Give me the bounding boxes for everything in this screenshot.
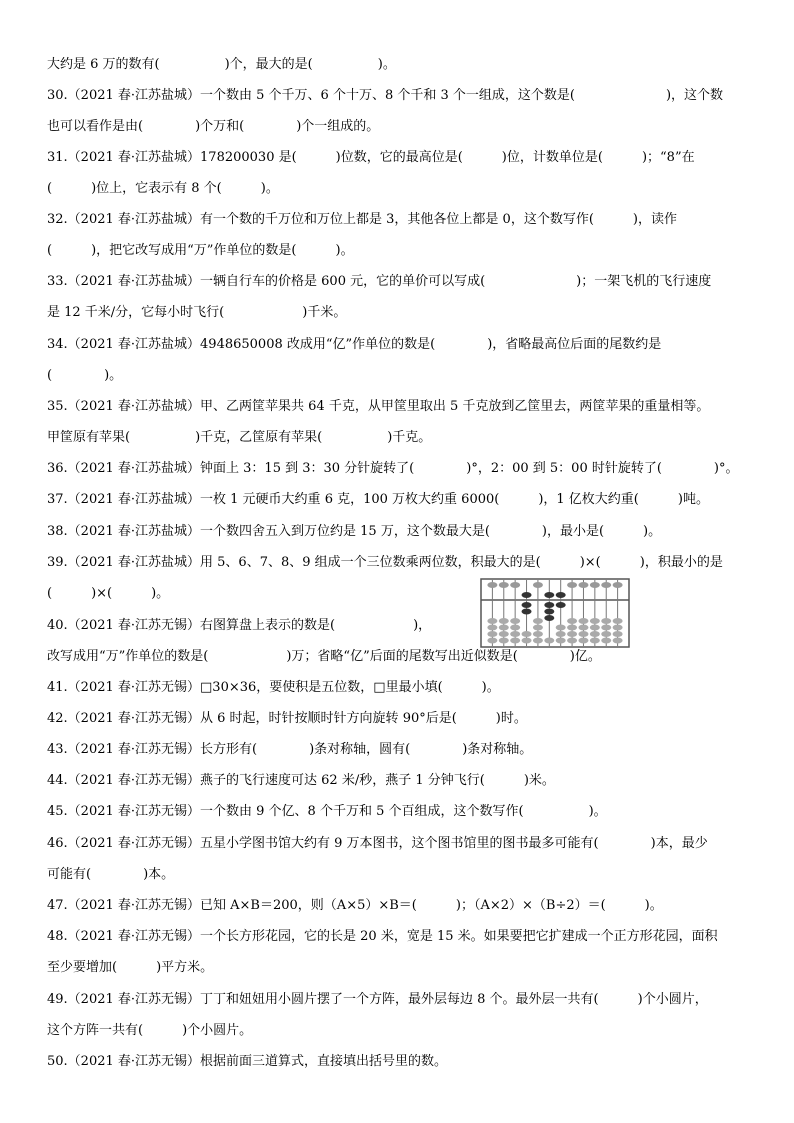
abacus-upper-bead [533,582,543,588]
abacus-upper-bead [590,582,600,588]
question-44: 44.（2021 春·江苏无锡）燕子的飞行速度可达 62 米/秒，燕子 1 分钟飞行( )米。 [47,773,555,788]
abacus-upper-bead [613,582,623,588]
question-45: 45.（2021 春·江苏无锡）一个数由 9 个亿、8 个千万和 5 个百组成，这个数写作( )。 [47,804,607,819]
abacus-lower-bead [487,618,497,624]
question-30-line-2: 也可以看作是由( )个万和( )个一组成的。 [47,119,380,134]
question-50: 50.（2021 春·江苏无锡）根据前面三道算式，直接填出括号里的数。 [47,1054,448,1069]
question-48-line-2: 至少要增加( )平方米。 [47,960,214,975]
abacus-upper-bead [578,582,588,588]
question-31-line-1: 31.（2021 春·江苏盐城）178200030 是( )位数，它的最高位是( )位，计数单位是( )；“8”在 [47,150,695,165]
question-33-line-2: 是 12 千米/分，它每小时飞行( )千米。 [47,305,347,320]
abacus-lower-bead [601,638,611,644]
question-40-line-1: 40.（2021 春·江苏无锡）右图算盘上表示的数是( )， [47,618,432,633]
abacus-lower-bead [544,602,554,608]
abacus-lower-bead [544,615,554,621]
abacus-upper-bead [544,592,554,598]
abacus-lower-bead [499,631,509,637]
question-37: 37.（2021 春·江苏盐城）一枚 1 元硬币大约重 6 克，100 万枚大约重 6000( )，1 亿枚大约重( )吨。 [47,492,709,507]
question-46-line-1: 46.（2021 春·江苏无锡）五星小学图书馆大约有 9 万本图书，这个图书馆里的图书最多可能有( )本，最少 [47,836,708,851]
abacus-upper-bead [499,582,509,588]
abacus-lower-bead [567,631,577,637]
abacus-rods [487,580,622,646]
abacus-lower-bead [510,625,520,631]
question-32-line-1: 32.（2021 春·江苏盐城）有一个数的千万位和万位上都是 3，其他各位上都是 0，这个数写作( )，读作 [47,212,677,227]
abacus-lower-bead [590,618,600,624]
question-36: 36.（2021 春·江苏盐城）钟面上 3：15 到 3：30 分针旋转了( )°，2：00 到 5：00 时针旋转了( )°。 [47,461,739,476]
abacus-lower-bead [487,625,497,631]
abacus-lower-bead [499,638,509,644]
question-39-line-2: ( )×( )。 [47,586,170,601]
abacus-upper-bead [522,592,532,598]
abacus-upper-bead [567,582,577,588]
question-41: 41.（2021 春·江苏无锡）□30×36，要使积是五位数，□里最小填( )。 [47,680,500,695]
abacus-lower-bead [487,638,497,644]
abacus-lower-bead [533,618,543,624]
abacus-lower-bead [578,618,588,624]
abacus-lower-bead [567,625,577,631]
abacus-lower-bead [522,609,532,615]
abacus-lower-bead [601,631,611,637]
abacus-lower-bead [533,625,543,631]
abacus-lower-bead [590,638,600,644]
abacus-upper-bead [510,582,520,588]
question-35-line-1: 35.（2021 春·江苏盐城）甲、乙两筐苹果共 64 千克，从甲筐里取出 5 千克放到乙筐里去，两筐苹果的重量相等。 [47,399,710,414]
abacus-lower-bead [510,618,520,624]
abacus-lower-bead [613,625,623,631]
question-43: 43.（2021 春·江苏无锡）长方形有( )条对称轴，圆有( )条对称轴。 [47,742,533,757]
question-40-line-2: 改写成用“万”作单位的数是( )万；省略“亿”后面的尾数写出近似数是( )亿。 [47,649,601,664]
abacus-lower-bead [522,638,532,644]
abacus-lower-bead [556,631,566,637]
abacus-upper-bead [487,582,497,588]
abacus-icon [480,578,630,648]
abacus-lower-bead [556,638,566,644]
abacus-lower-bead [590,631,600,637]
abacus-lower-bead [487,631,497,637]
abacus-lower-bead [556,625,566,631]
question-49-line-1: 49.（2021 春·江苏无锡）丁丁和妞妞用小圆片摆了一个方阵，最外层每边 8 个。最外层一共有( )个小圆片， [47,992,708,1007]
abacus-lower-bead [613,638,623,644]
question-34-line-1: 34.（2021 春·江苏盐城）4948650008 改成用“亿”作单位的数是( )，省略最高位后面的尾数约是 [47,337,662,352]
abacus-lower-bead [613,618,623,624]
abacus-lower-bead [556,602,566,608]
question-30-line-1: 30.（2021 春·江苏盐城）一个数由 5 个千万、6 个十万、8 个千和 3 个一组成，这个数是( )，这个数 [47,88,724,103]
abacus-lower-bead [578,638,588,644]
abacus-lower-bead [567,638,577,644]
abacus-lower-bead [578,625,588,631]
question-31-line-2: ( )位上，它表示有 8 个( )。 [47,181,279,196]
abacus-upper-bead [556,592,566,598]
abacus-lower-bead [601,625,611,631]
question-46-line-2: 可能有( )本。 [47,867,175,882]
question-33-line-1: 33.（2021 春·江苏盐城）一辆自行车的价格是 600 元，它的单价可以写成( )；一架飞机的飞行速度 [47,274,712,289]
question-38: 38.（2021 春·江苏盐城）一个数四舍五入到万位约是 15 万，这个数最大是( )，最小是( )。 [47,524,662,539]
abacus-lower-bead [544,638,554,644]
abacus-lower-bead [578,631,588,637]
question-39-line-1: 39.（2021 春·江苏盐城）用 5、6、7、8、9 组成一个三位数乘两位数，积最大的是( )×( )，积最小的是 [47,555,723,570]
question-49-line-2: 这个方阵一共有( )个小圆片。 [47,1023,253,1038]
question-42: 42.（2021 春·江苏无锡）从 6 时起，时针按顺时针方向旋转 90°后是( )时。 [47,711,527,726]
abacus-lower-bead [499,625,509,631]
question-47: 47.（2021 春·江苏无锡）已知 A×B＝200，则（A×5）×B＝( )；（A×2）×（B÷2）＝( )。 [47,898,663,913]
abacus-lower-bead [522,631,532,637]
abacus-lower-bead [590,625,600,631]
abacus-lower-bead [510,631,520,637]
abacus-lower-bead [601,618,611,624]
abacus-lower-bead [613,631,623,637]
question-29-continued: 大约是 6 万的数有( )个，最大的是( )。 [47,57,396,72]
abacus-lower-bead [533,631,543,637]
abacus-upper-bead [601,582,611,588]
abacus-lower-bead [533,638,543,644]
abacus-lower-bead [522,602,532,608]
abacus-lower-bead [510,638,520,644]
abacus-lower-bead [499,618,509,624]
question-35-line-2: 甲筐原有苹果( )千克，乙筐原有苹果( )千克。 [47,430,432,445]
question-34-line-2: ( )。 [47,368,123,383]
question-32-line-2: ( )，把它改写成用“万”作单位的数是( )。 [47,243,354,258]
question-48-line-1: 48.（2021 春·江苏无锡）一个长方形花园，它的长是 20 米，宽是 15 米。如果要把它扩建成一个正方形花园，面积 [47,929,718,944]
abacus-lower-bead [544,609,554,615]
abacus-lower-bead [567,618,577,624]
